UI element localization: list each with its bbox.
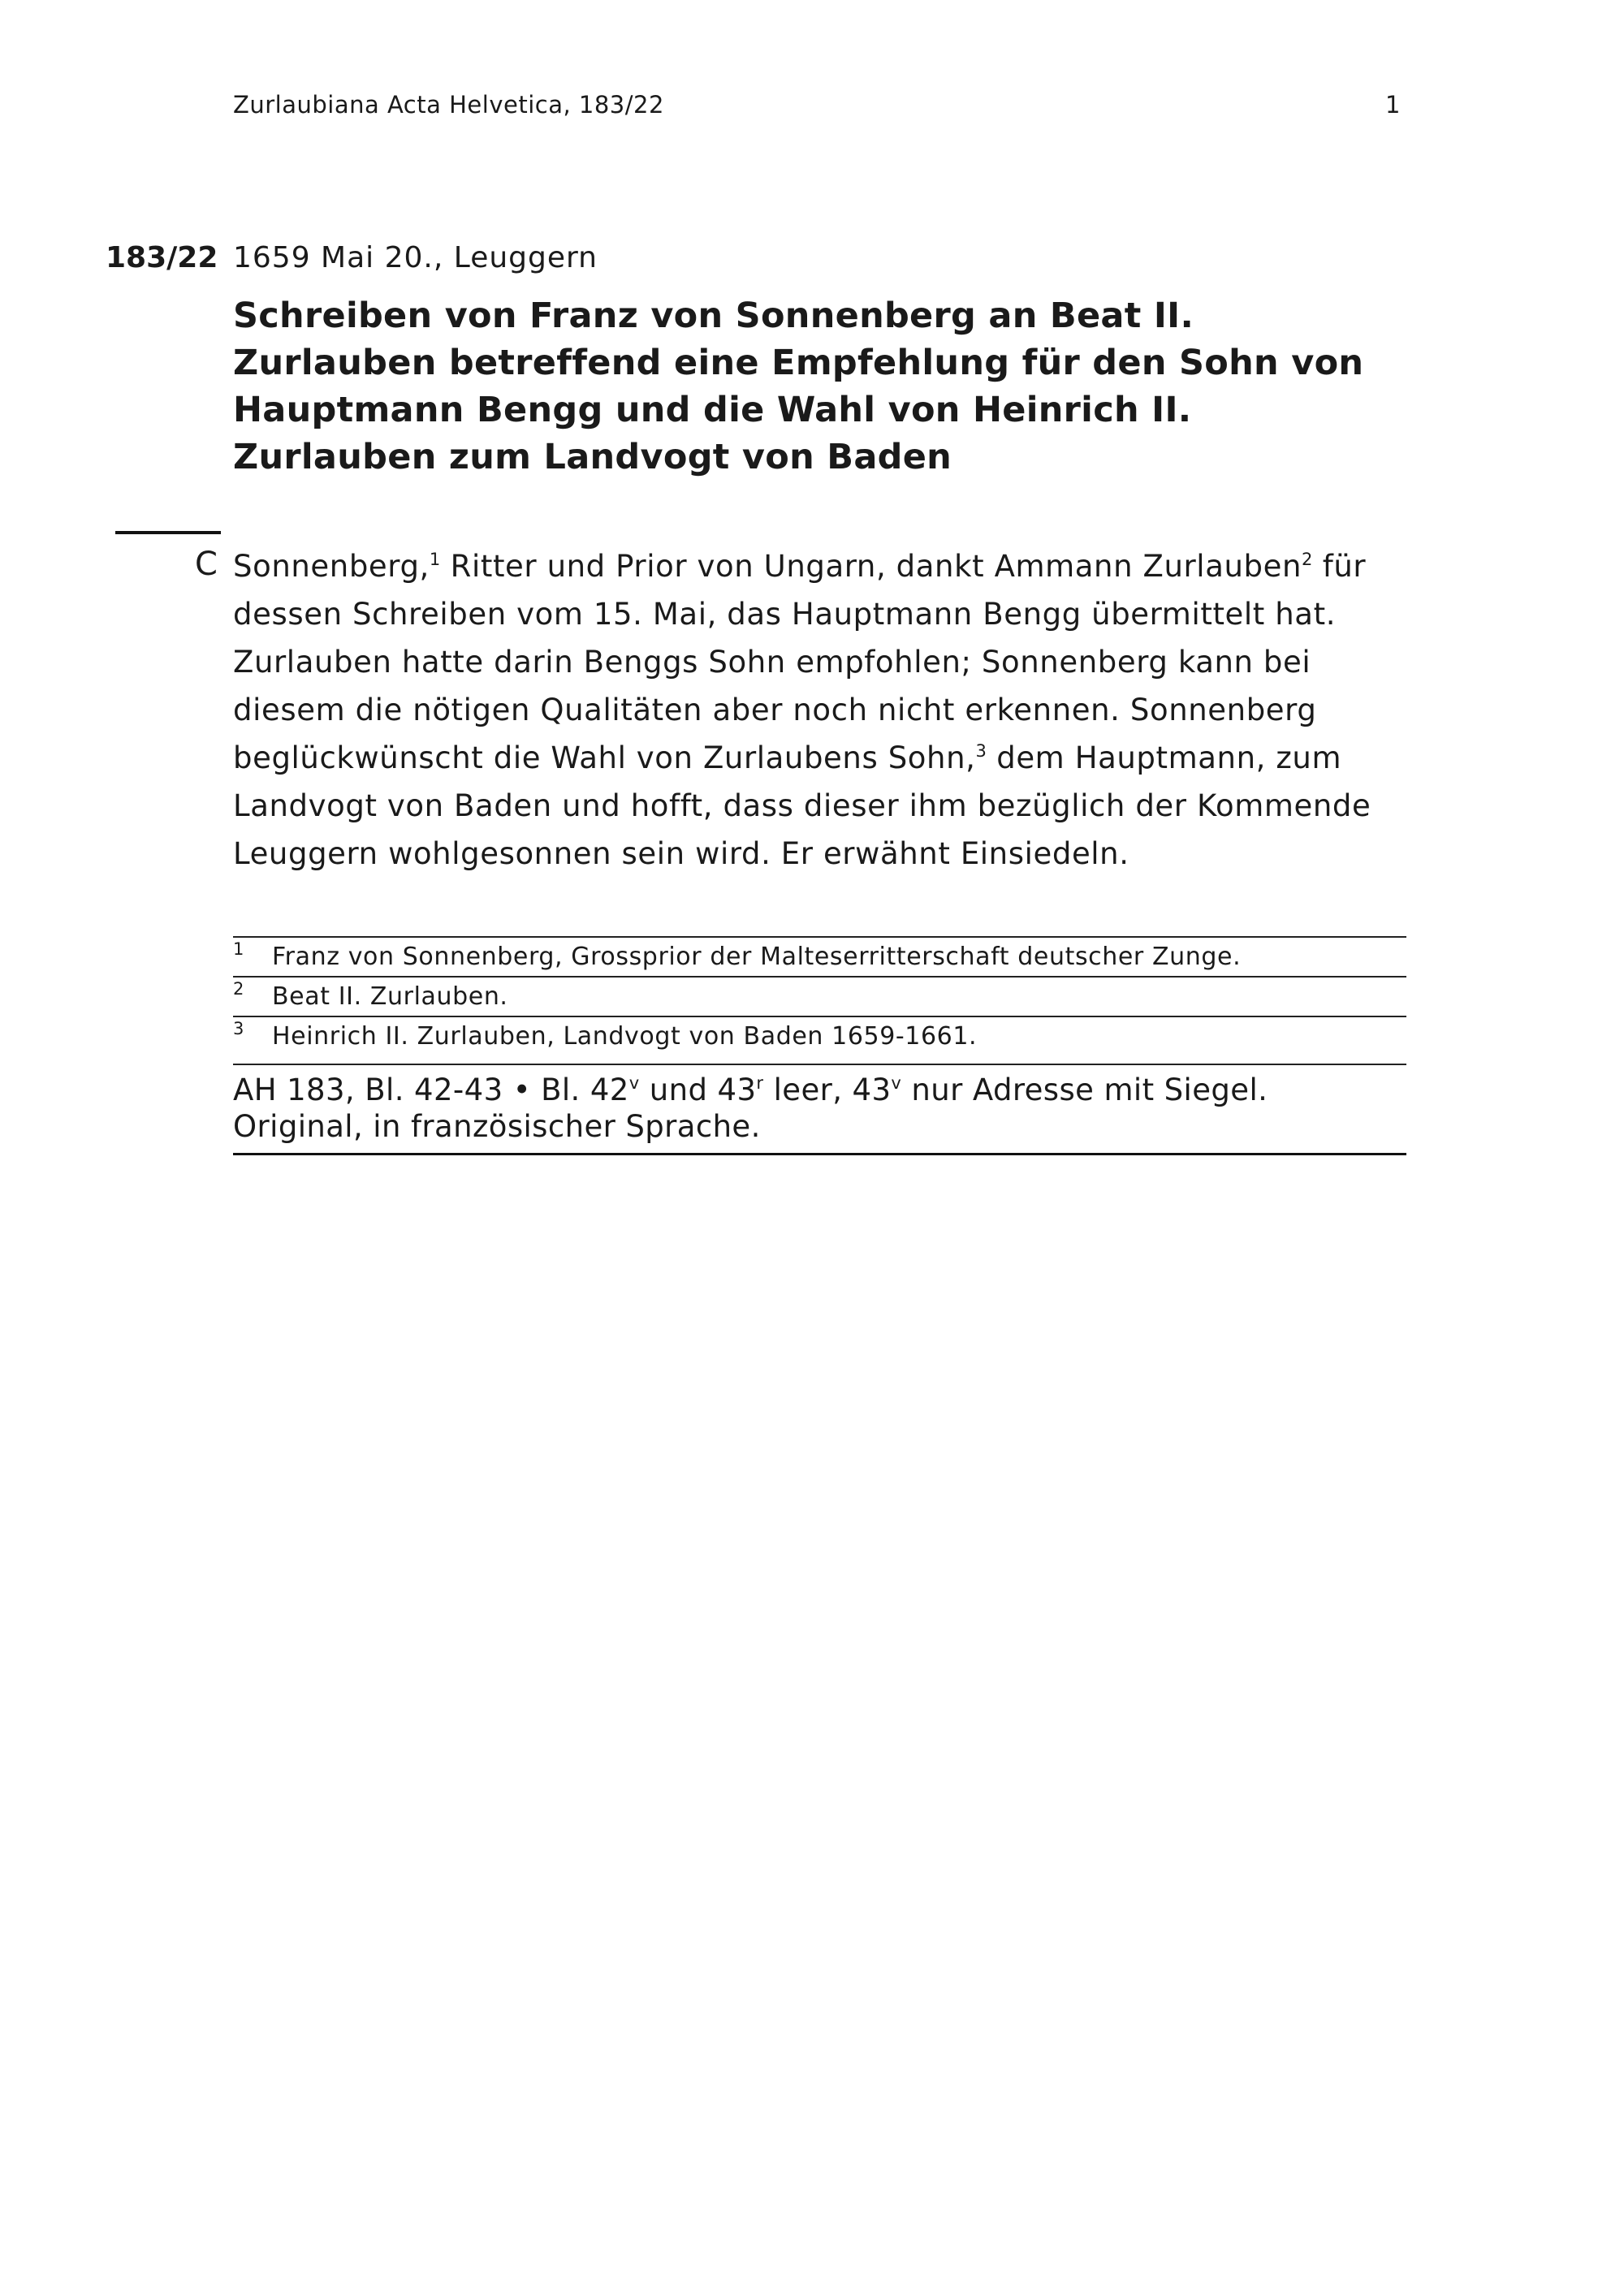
footnote-text: Franz von Sonnenberg, Grossprior der Malteserritterschaft deutscher Zunge.	[272, 943, 1242, 971]
footnote-reference: 1	[429, 550, 441, 569]
footnote-item	[233, 976, 1406, 1016]
document-title: Schreiben von Franz von Sonnenberg an Beat II. Zurlauben betreffend eine Empfehlung für den Sohn von Hauptmann Bengg und die Wahl von Heinrich II. Zurlauben zum Landvogt von Baden	[233, 296, 1364, 477]
page-number: 1	[1385, 91, 1401, 119]
footnote-text: Heinrich II. Zurlauben, Landvogt von Baden 1659-1661.	[272, 1022, 978, 1051]
page-header	[233, 91, 1401, 132]
footnote-item	[233, 1016, 1406, 1055]
summary-text: Sonnenberg,	[233, 549, 430, 584]
source-text: nur Adresse mit Siegel.	[901, 1072, 1268, 1107]
margin-rule-divider	[115, 531, 221, 534]
source-text: und 43	[639, 1072, 757, 1107]
folio-side-mark: r	[756, 1073, 764, 1093]
footnote-text: Beat II. Zurlauben.	[272, 982, 508, 1011]
source-text: leer, 43	[763, 1072, 892, 1107]
document-number: 183/22	[106, 241, 218, 274]
footnote-number: 1	[233, 939, 244, 959]
summary-text: Ritter und Prior von Ungarn, dankt Ammann Zurlauben	[440, 549, 1302, 584]
footnote-reference: 3	[975, 741, 987, 761]
folio-side-mark: v	[628, 1073, 640, 1093]
summary-text: für dessen Schreiben vom 15. Mai, das Hauptmann Bengg übermittelt hat. Zurlauben hatte darin Benggs Sohn empfohlen; Sonnenberg kann bei diesem die nötigen Qualitäten aber noch nicht erkennen. Sonnenberg beglückwünscht die Wahl von Zurlaubens Sohn,	[233, 549, 1367, 775]
footnote-reference: 2	[1302, 550, 1313, 569]
footnote-item	[233, 936, 1406, 976]
source-text: AH 183, Bl. 42-43 • Bl. 42	[233, 1072, 629, 1107]
document-type-marker: C	[195, 546, 218, 583]
date-place-line: 1659 Mai 20., Leuggern	[233, 241, 598, 274]
source-citation-line	[233, 1072, 1406, 1108]
summary-paragraph	[233, 542, 1406, 878]
summary-text: dem Hauptmann, zum Landvogt von Baden und hofft, dass dieser ihm bezüglich der Kommende Leuggern wohlgesonnen sein wird. Er erwähnt Einsiedeln.	[233, 740, 1371, 871]
footnotes-section	[233, 936, 1406, 1055]
footnote-number: 3	[233, 1019, 244, 1038]
source-original-note: Original, in französischer Sprache.	[233, 1109, 761, 1144]
running-title: Zurlaubiana Acta Helvetica, 183/22	[233, 91, 664, 119]
footnote-number: 2	[233, 979, 244, 999]
source-citation-block	[233, 1064, 1406, 1155]
folio-side-mark: v	[891, 1073, 902, 1093]
